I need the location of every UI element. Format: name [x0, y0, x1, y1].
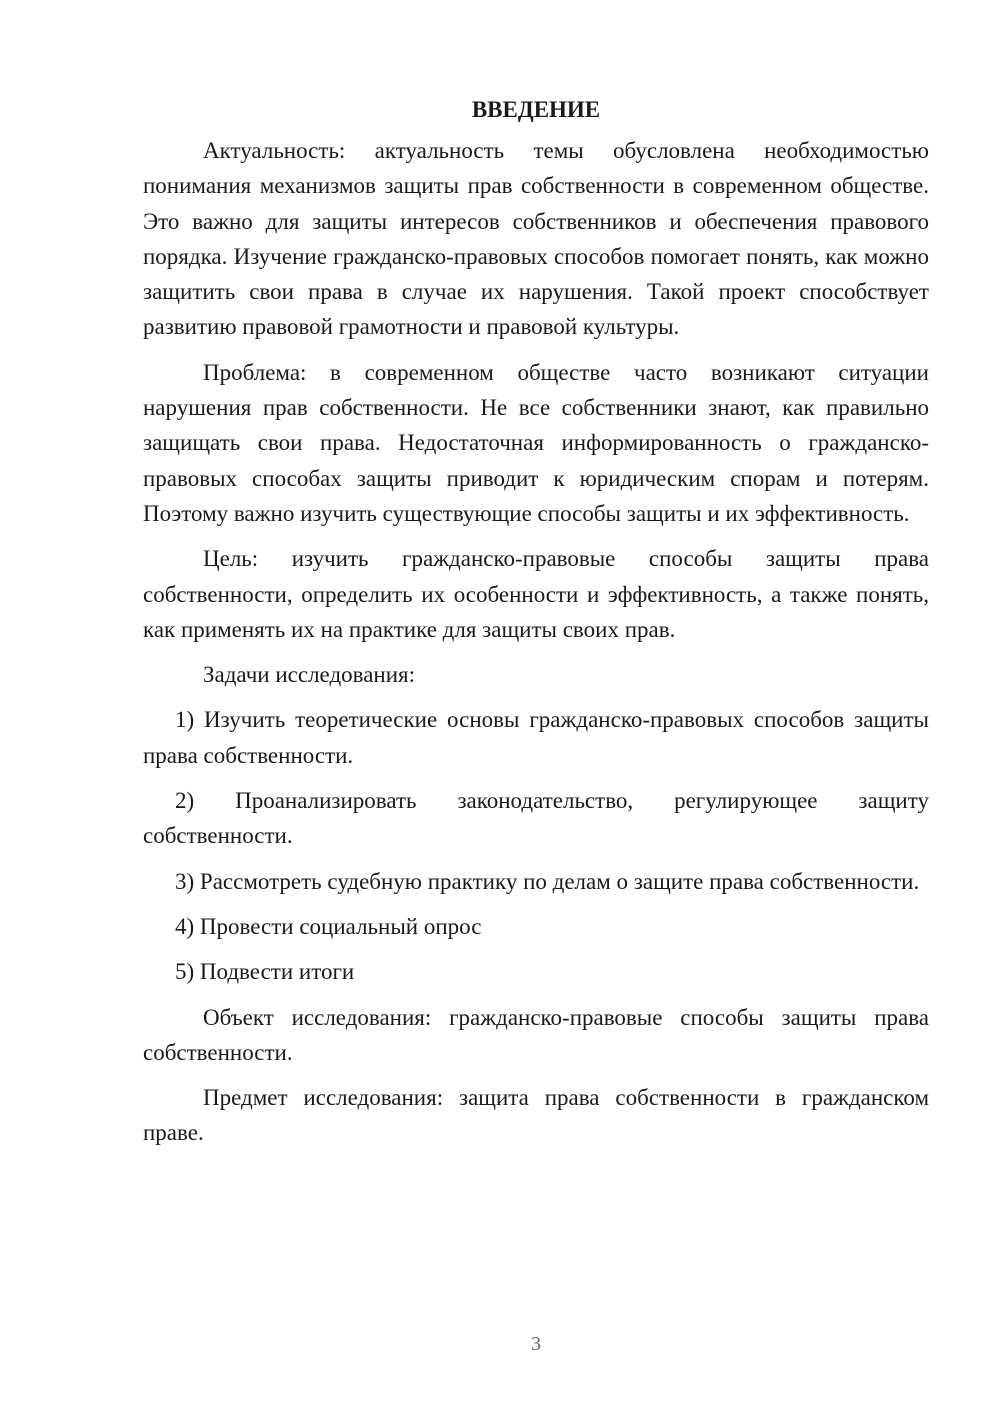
- page-title: ВВЕДЕНИЕ: [471, 97, 601, 122]
- goal-paragraph: Цель: изучить гражданско-правовые способы защиты права собственности, определить их особенности и эффективность, а также понять, как применять их на практике для защиты своих прав.: [143, 546, 929, 642]
- tasks-intro: Задачи исследования:: [203, 662, 416, 688]
- object-paragraph: Объект исследования: гражданско-правовые способы защиты права собственности.: [143, 1004, 929, 1065]
- list-item: 3) Рассмотреть судебную практику по делам о защите права собственности.: [175, 868, 920, 894]
- list-item: 1) Изучить теоретические основы гражданско-правовых способов защиты права собственности.: [143, 707, 929, 768]
- list-item: 2) Проанализировать законодательство, регулирующее защиту собственности.: [143, 788, 929, 849]
- page-number: 3: [531, 1333, 541, 1355]
- tasks-list: [143, 702, 929, 989]
- document-page: [143, 92, 929, 1161]
- relevance-paragraph: Актуальность: актуальность темы обусловлена необходимостью понимания механизмов защиты прав собственности в современном обществе. Это важно для защиты интересов собственников и обеспечения правового порядка. Изучение гражданско-правовых способов помогает понять, как можно защитить свои права в случае их нарушения. Такой проект способствует развитию правовой грамотности и правовой культуры.: [143, 138, 929, 340]
- subject-paragraph: Предмет исследования: защита права собственности в гражданском праве.: [143, 1085, 929, 1146]
- list-item: 5) Подвести итоги: [175, 959, 355, 985]
- problem-paragraph: Проблема: в современном обществе часто возникают ситуации нарушения прав собственности. Не все собственники знают, как правильно защищать свои права. Недостаточная информированность о гражданско-правовых способах защиты приводит к юридическим спорам и потерям. Поэтому важно изучить существующие способы защиты и их эффективность.: [143, 359, 929, 526]
- list-item: 4) Провести социальный опрос: [175, 913, 482, 939]
